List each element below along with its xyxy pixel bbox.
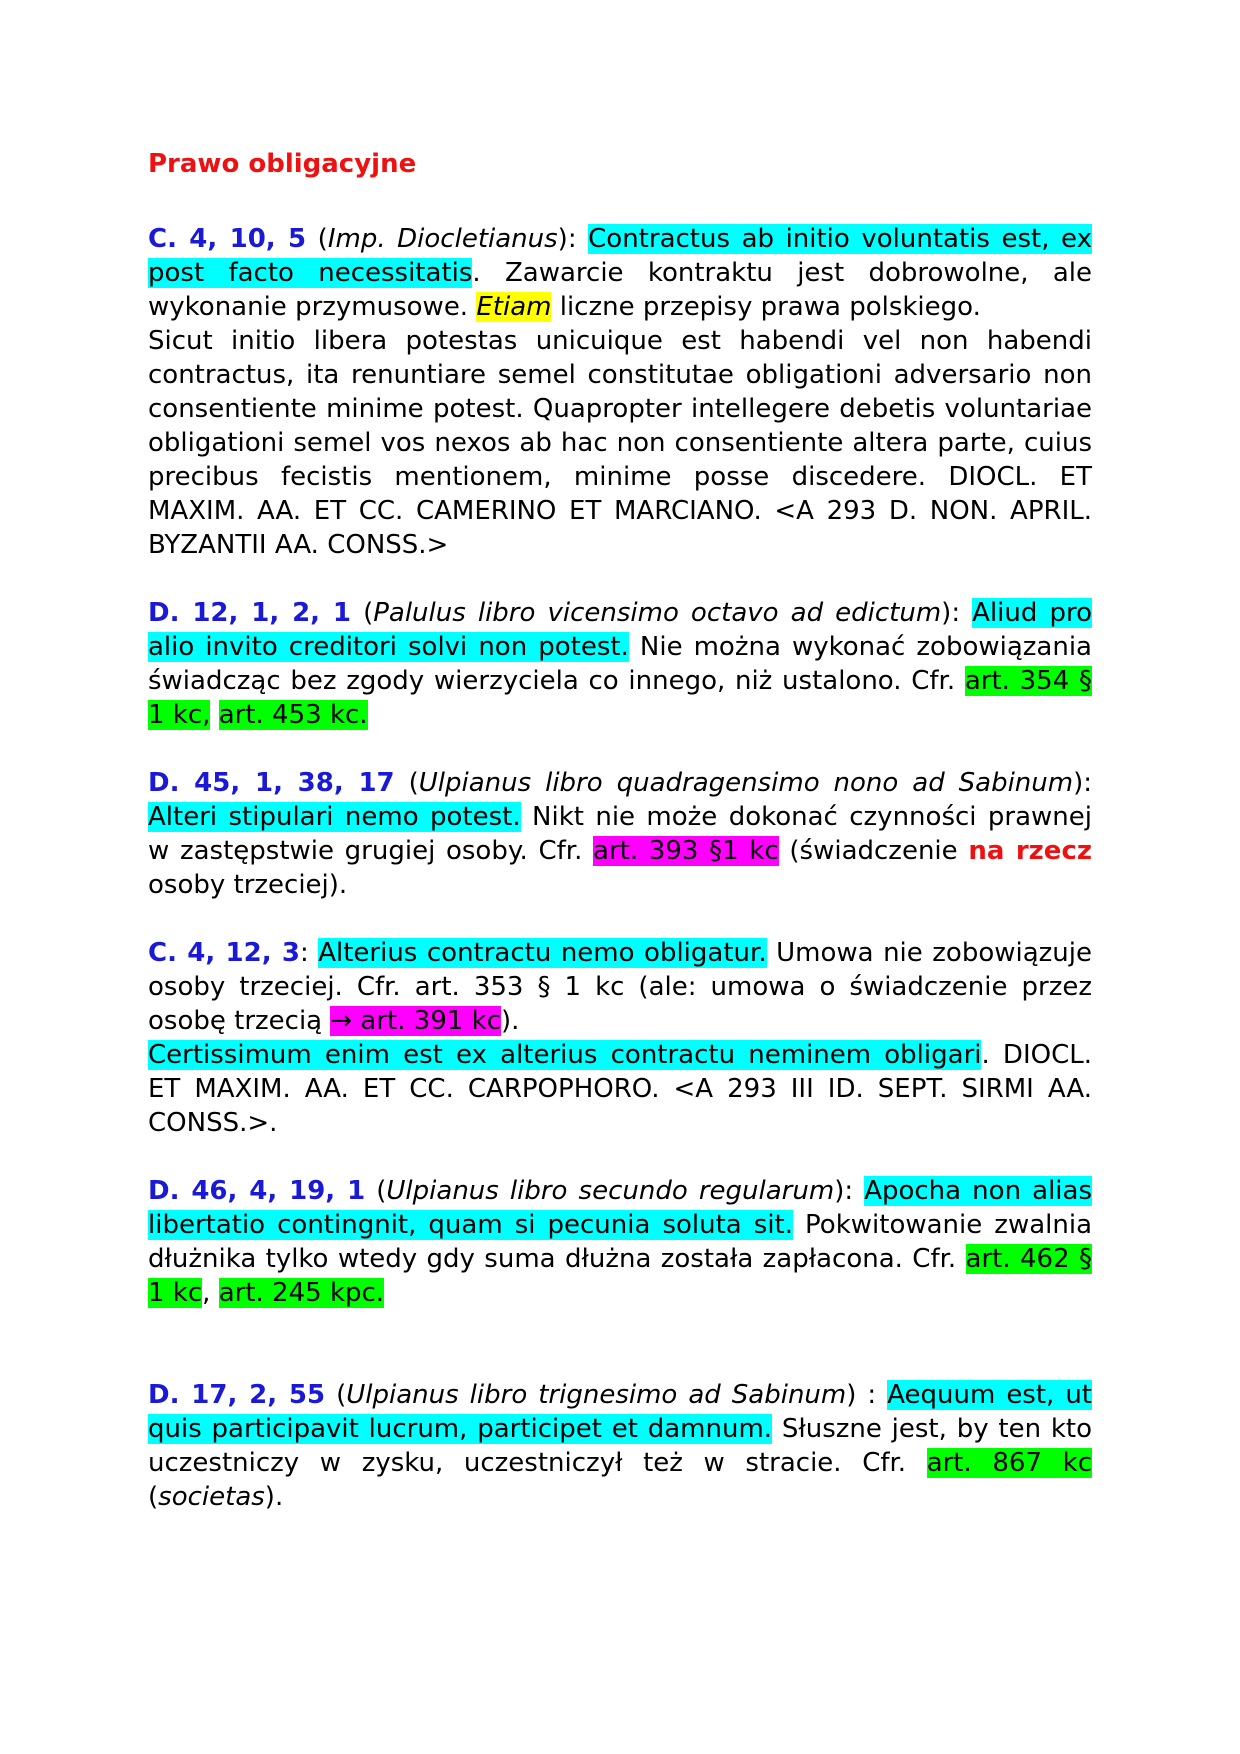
translation: Nie można wykonać zobowiązania świadcząc bez zgody wierzyciela co innego, niż ustalono. Cfr. xyxy=(148,632,1092,696)
translation: . Zawarcie kontraktu jest dobrowolne, ale wykonanie przymusowe. xyxy=(148,258,1092,322)
citation-ref: D. 46, 4, 19, 1 xyxy=(148,1176,366,1206)
citation-ref: C. 4, 12, 3 xyxy=(148,938,300,968)
citation-ref: D. 17, 2, 55 xyxy=(148,1380,326,1410)
entry-d-45-1-38-17 xyxy=(148,766,1092,902)
document-page xyxy=(148,140,1092,1548)
entry-d-17-2-55 xyxy=(148,1378,1092,1514)
article-ref: art. 867 kc xyxy=(926,1448,1092,1478)
latin-maxim: Apocha non alias libertatio contingnit, quam si pecunia soluta sit. xyxy=(148,1176,1092,1240)
entry-paragraph: C. 4, 10, 5 (Imp. Diocletianus): Contractus ab initio voluntatis est, ex post facto necessitatis. Zawarcie kontraktu jest dobrowolne, ale wykonanie przymusowe. Etiam liczne przepisy prawa polskiego. xyxy=(148,224,1092,322)
article-ref: art. 462 § 1 kc xyxy=(148,1244,1092,1308)
note-text: ( xyxy=(148,1482,159,1512)
article-ref: art. 245 kpc. xyxy=(218,1278,385,1308)
translation: Pokwitowanie zwalnia dłużnika tylko wtedy gdy suma dłużna została zapłacona. Cfr. xyxy=(148,1210,1092,1274)
note-text: ). xyxy=(501,1006,520,1036)
note-text: ). xyxy=(264,1482,284,1512)
citation-source: Palulus libro vicensimo octavo ad edictum xyxy=(373,598,942,628)
entry-c-4-12-3 xyxy=(148,936,1092,1140)
latin-maxim: Certissimum enim est ex alterius contractu neminem obligari xyxy=(148,1040,982,1070)
entry-d-12-1-2-1 xyxy=(148,596,1092,732)
citation-source: Ulpianus libro quadragensimo nono ad Sabinum xyxy=(418,768,1074,798)
latin-maxim: Contractus ab initio voluntatis est, ex post facto necessitatis xyxy=(148,224,1092,288)
article-ref: art. 453 kc. xyxy=(218,700,368,730)
entry-paragraph: D. 12, 1, 2, 1 (Palulus libro vicensimo octavo ad edictum): Aliud pro alio invito creditori solvi non potest. Nie można wykonać zobowiązania świadcząc bez zgody wierzyciela co innego, niż ustalono. Cfr. art. 354 § 1 kc, art. 453 kc. xyxy=(148,598,1092,730)
citation-source: Imp. Diocletianus xyxy=(327,224,558,254)
entry-c-4-10-5 xyxy=(148,222,1092,562)
emphasis-text: na rzecz xyxy=(968,836,1092,866)
citation-source: Ulpianus libro secundo regularum xyxy=(386,1176,835,1206)
full-latin-text xyxy=(148,1038,1092,1140)
entry-paragraph: D. 46, 4, 19, 1 (Ulpianus libro secundo regularum): Apocha non alias libertatio contingnit, quam si pecunia soluta sit. Pokwitowanie zwalnia dłużnika tylko wtedy gdy suma dłużna została zapłacona. Cfr. art. 462 § 1 kc, art. 245 kpc. xyxy=(148,1176,1092,1308)
translation: Umowa nie zobowiązuje osoby trzeciej. Cfr. art. 353 § 1 kc (ale: umowa o świadczenie przez osobę trzecią xyxy=(148,938,1093,1036)
note-italic: societas xyxy=(158,1482,265,1512)
latin-maxim: Alterius contractu nemo obligatur. xyxy=(318,938,767,968)
citation-source: Ulpianus libro trignesimo ad Sabinum xyxy=(346,1380,847,1410)
article-ref: art. 393 §1 kc xyxy=(593,836,779,866)
article-ref: → art. 391 kc xyxy=(330,1006,502,1036)
page-title: Prawo obligacyjne xyxy=(148,149,417,179)
citation-ref: C. 4, 10, 5 xyxy=(148,224,307,254)
translation: Nikt nie może dokonać czynności prawnej w zastępstwie grugiej osoby. Cfr. xyxy=(148,802,1092,866)
entry-paragraph: C. 4, 12, 3: Alterius contractu nemo obligatur. Umowa nie zobowiązuje osoby trzeciej. Cfr. art. 353 § 1 kc (ale: umowa o świadczenie przez osobę trzecią → art. 391 kc). xyxy=(148,938,1093,1036)
note-text: osoby trzeciej). xyxy=(148,870,348,900)
translation: Słuszne jest, by ten kto uczestniczy w zysku, uczestniczył też w stracie. Cfr. xyxy=(148,1414,1092,1478)
entry-paragraph: D. 17, 2, 55 (Ulpianus libro trignesimo ad Sabinum) : Aequum est, ut quis participavit lucrum, participet et damnum. Słuszne jest, by ten kto uczestniczy w zysku, uczestniczył też w stracie. Cfr. art. 867 kc (societas). xyxy=(148,1380,1093,1512)
latin-maxim: Aequum est, ut quis participavit lucrum, participet et damnum. xyxy=(148,1380,1093,1444)
article-ref: art. 354 § 1 kc, xyxy=(148,666,1092,730)
full-latin-text: Sicut initio libera potestas unicuique est habendi vel non habendi contractus, ita renuntiare semel constitutae obligationi adversario non consentiente minime potest. Quapropter intellegere debetis voluntariae obligationi semel vos nexos ab hac non consentiente altera parte, cuius precibus fecistis mentionem, minime posse discedere. DIOCL. ET MAXIM. AA. ET CC. CAMERINO ET MARCIANO. <A 293 D. NON. APRIL. BYZANTII AA. CONSS.> xyxy=(148,326,1092,560)
tail-text: . DIOCL. ET MAXIM. AA. ET CC. CARPOPHORO. <A 293 III ID. SEPT. SIRMI AA. CONSS.>. xyxy=(148,1040,1092,1138)
citation-ref: D. 45, 1, 38, 17 xyxy=(148,768,395,798)
translation-cont: liczne przepisy prawa polskiego. xyxy=(551,292,981,322)
latin-maxim: Aliud pro alio invito creditori solvi non potest. xyxy=(148,598,1092,662)
citation-ref: D. 12, 1, 2, 1 xyxy=(148,598,351,628)
entry-d-46-4-19-1 xyxy=(148,1174,1092,1310)
separator: , xyxy=(202,1278,219,1308)
entry-paragraph: D. 45, 1, 38, 17 (Ulpianus libro quadragensimo nono ad Sabinum): Alteri stipulari nemo potest. Nikt nie może dokonać czynności prawnej w zastępstwie grugiej osoby. Cfr. art. 393 §1 kc (świadczenie na rzecz osoby trzeciej). xyxy=(148,768,1092,900)
latin-maxim: Alteri stipulari nemo potest. xyxy=(148,802,521,832)
note-text: (świadczenie xyxy=(778,836,969,866)
etiam-highlight: Etiam xyxy=(476,292,552,322)
